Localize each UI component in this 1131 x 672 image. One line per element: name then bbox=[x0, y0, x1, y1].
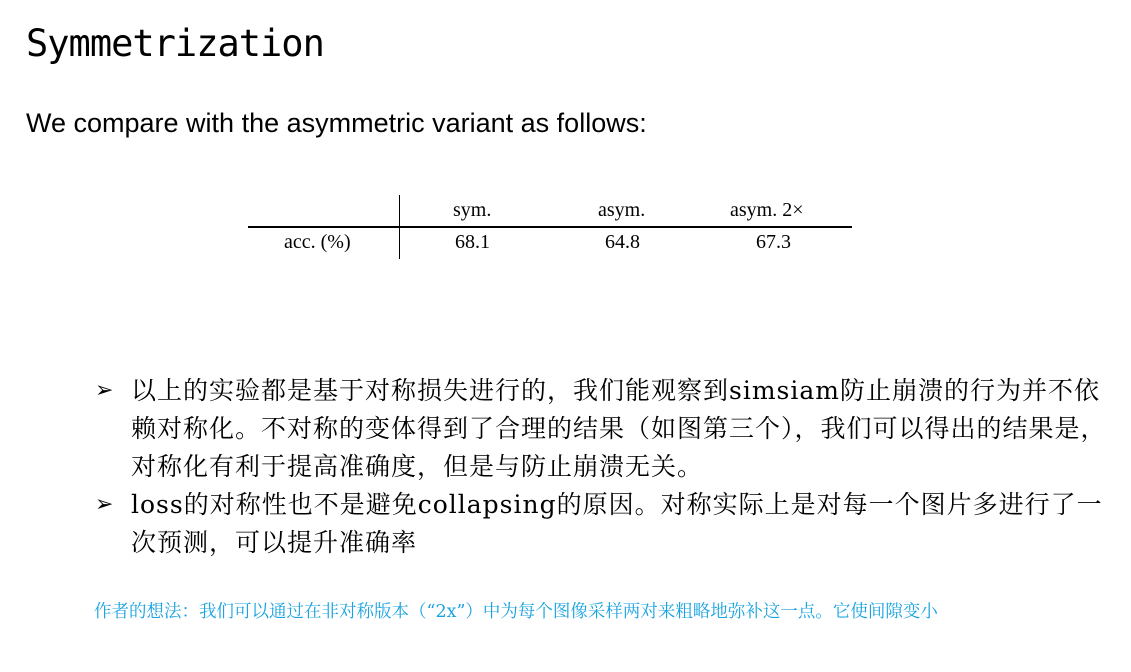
arrow-bullet-icon: ➢ bbox=[95, 492, 114, 517]
column-header-asym: asym. bbox=[598, 199, 646, 221]
value-sym: 68.1 bbox=[455, 231, 490, 253]
bullet-text: 以上的实验都是基于对称损失进行的，我们能观察到simsiam防止崩溃的行为并不依赖对称化。不对称的变体得到了合理的结果（如图第三个），我们可以得出的结果是，对称化有利于提高准确度，但是与防止崩溃无关。 bbox=[131, 376, 1107, 481]
slide-title: Symmetrization bbox=[26, 22, 324, 65]
arrow-bullet-icon: ➢ bbox=[95, 378, 114, 403]
row-header-accuracy: acc. (%) bbox=[284, 231, 351, 253]
intro-text: We compare with the asymmetric variant as follows: bbox=[26, 108, 647, 138]
list-item bbox=[95, 372, 1115, 486]
results-table bbox=[248, 193, 852, 259]
bullet-text: loss的对称性也不是避免collapsing的原因。对称实际上是对每一个图片多进行了一次预测，可以提升准确率 bbox=[131, 490, 1103, 557]
value-asym: 64.8 bbox=[605, 231, 640, 253]
author-note: 作者的想法：我们可以通过在非对称版本（“2x”）中为每个图像采样两对来粗略地弥补这一点。它使间隙变小 bbox=[94, 602, 938, 622]
bullet-list bbox=[95, 372, 1115, 562]
value-asym-2x: 67.3 bbox=[756, 231, 791, 253]
table-horizontal-rule bbox=[248, 226, 852, 228]
column-header-sym: sym. bbox=[453, 199, 492, 221]
list-item bbox=[95, 486, 1115, 562]
column-header-asym-2x: asym. 2× bbox=[730, 199, 804, 221]
